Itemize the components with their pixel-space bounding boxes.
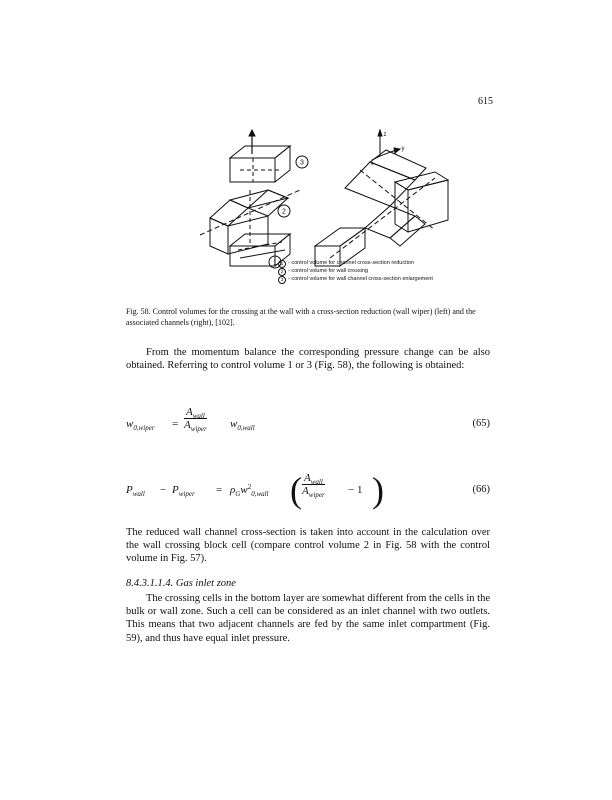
legend-text: - control volume for channel cross-section reduction xyxy=(288,260,414,267)
callout-1: 1 xyxy=(273,259,277,267)
callout-3: 3 xyxy=(300,159,304,167)
paragraph-reduced-wall: The reduced wall channel cross-section is taken into account in the calculation over the wall crossing block cell (compare control volume 2 in Fig. 58 with the control volume in Fig. 57). xyxy=(126,527,490,565)
equation-65: $w_{0,wiper}$ = $A_{wall}$ $A_{wiper}$ $w_{0,wall}$ (65) xyxy=(126,406,490,433)
equation-number: (65) xyxy=(472,418,490,429)
legend-number: 2 xyxy=(278,268,286,276)
axis-z: z xyxy=(383,132,387,138)
equation-66: $P_{wall}$ − $P_{wiper}$ = $\rho_Gw^2_{0,wall}$ ( $A_{wall}$ $A_{wiper}$ − 1 ) (66) xyxy=(126,470,490,510)
legend-text: - control volume for wall crossing xyxy=(288,268,369,275)
legend-number: 3 xyxy=(278,276,286,284)
axis-x: x xyxy=(370,161,374,167)
axis-y: y xyxy=(401,146,405,152)
left-middle-block xyxy=(200,190,300,254)
paragraph-momentum: From the momentum balance the corresponding pressure change can be also obtained. Referring to control volume 1 or 3 (Fig. 58), the following is obtained: xyxy=(126,347,490,372)
legend-item xyxy=(278,260,433,268)
paragraph-gas-inlet: The crossing cells in the bottom layer are somewhat different from the cells in the bulk or wall zone. Such a cell can be considered as an inlet channel with two outlets. This means that two adjacent channels are fed by the same inlet compartment (Fig. 59), and thus have equal inlet pressure. xyxy=(126,593,490,644)
section-heading: 8.4.3.1.1.4. Gas inlet zone xyxy=(126,578,236,589)
figure-caption: Fig. 58. Control volumes for the crossing at the wall with a cross-section reduction (wall wiper) (left) and the associated channels (right), [102]. xyxy=(126,307,476,327)
legend-item xyxy=(278,268,433,276)
page-number: 615 xyxy=(478,96,493,107)
eq66-fraction: $A_{wall}$ $A_{wiper}$ xyxy=(302,472,325,499)
left-top-block xyxy=(230,130,290,182)
eq65-fraction: $A_{wall}$ $A_{wiper}$ xyxy=(184,406,207,433)
legend-item xyxy=(278,276,433,284)
callout-2: 2 xyxy=(282,208,286,216)
control-volume-figure xyxy=(190,120,490,320)
legend-number: 1 xyxy=(278,260,286,268)
equation-number: (66) xyxy=(472,484,490,495)
figure-legend xyxy=(278,260,433,284)
right-assembly xyxy=(315,150,448,266)
legend-text: - control volume for wall channel cross-section enlargement xyxy=(288,276,433,283)
